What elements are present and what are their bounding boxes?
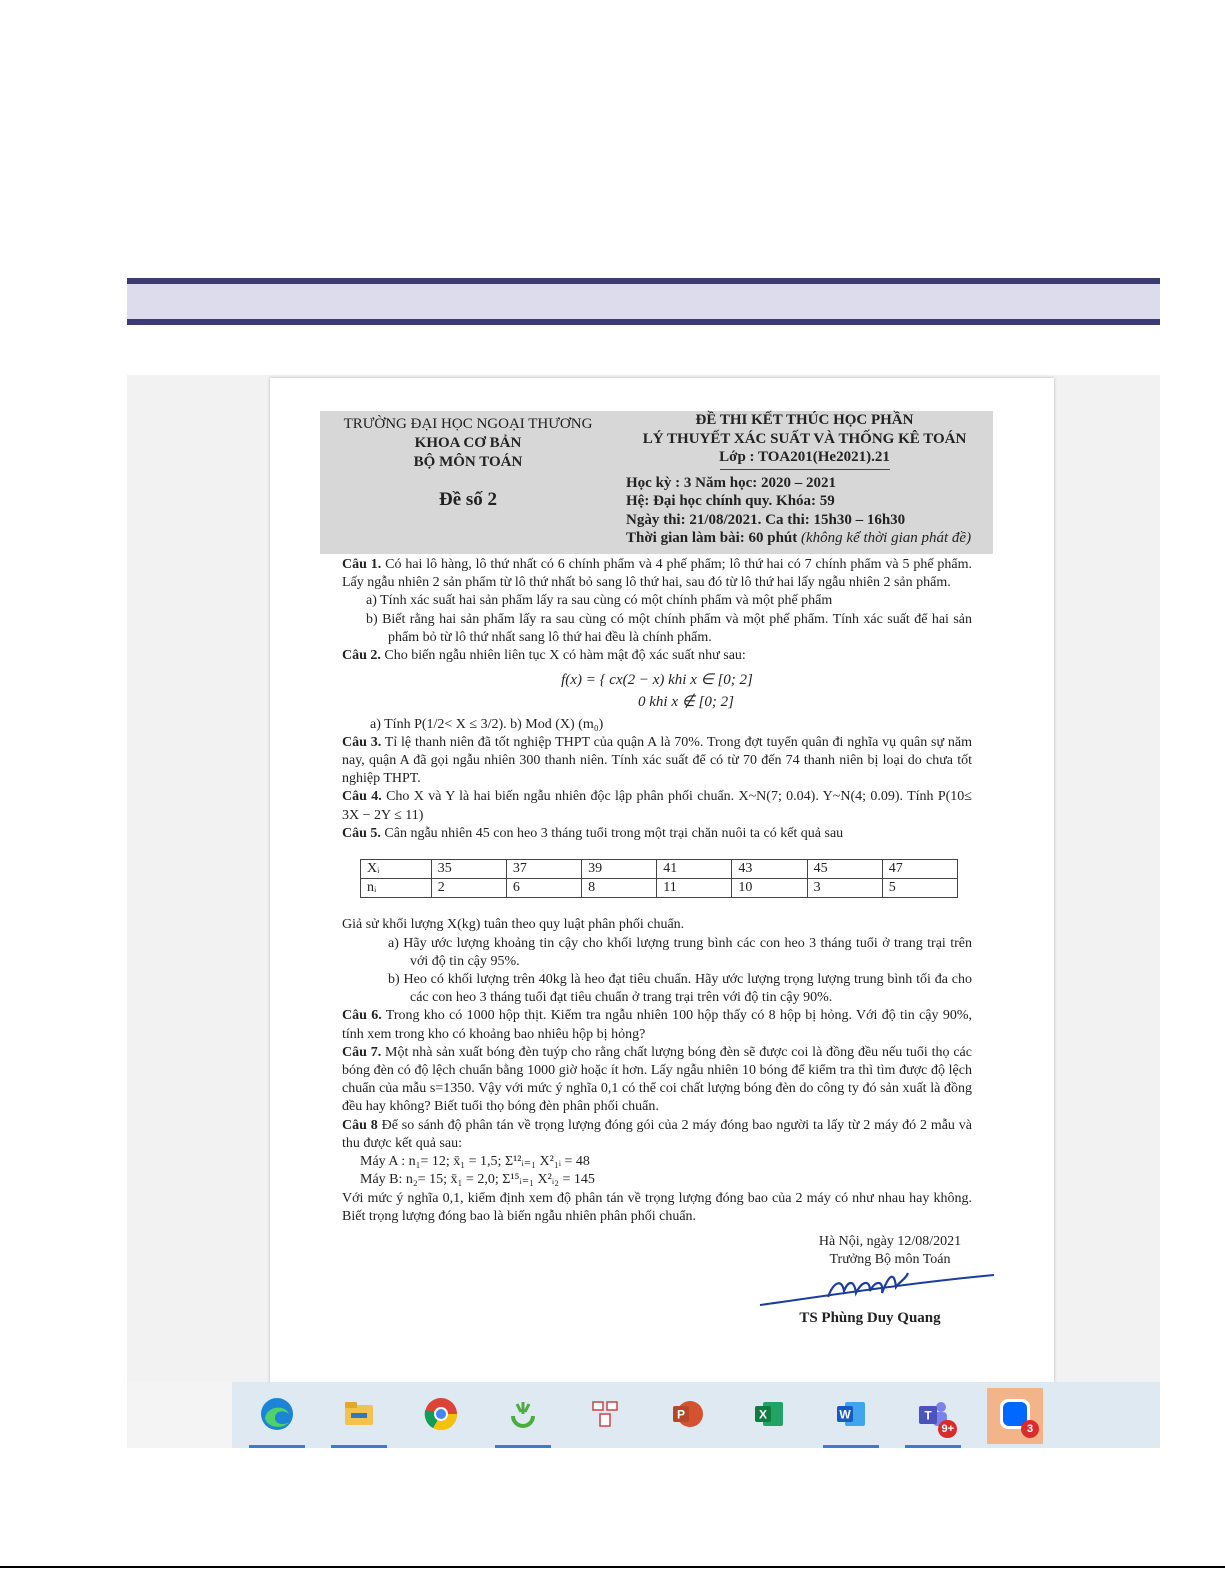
taskbar [127,1382,1160,1448]
header-rule [720,469,890,470]
question-1b: b) Biết rằng hai sản phẩm lấy ra sau cùng có một chính phẩm và một phế phẩm. Tính xác suất để hai sản phẩm bỏ từ lô thứ nhất sang lô thứ hai đều là chính phẩm. [366,611,972,645]
taskbar-calculator[interactable] [577,1388,633,1444]
table-cell: 45 [807,860,882,879]
question-3: Câu 3. Tỉ lệ thanh niên đã tốt nghiệp THPT của quận A là 70%. Trong đợt tuyển quân đi nghĩa vụ quân sự năm nay, quận A đã gọi ngẫu nhiên 300 thanh niên. Tính xác suất để có từ 70 đến 74 thanh niên bị loại do chưa tốt nghiệp THPT. [342,734,972,787]
chrome-icon [423,1396,459,1432]
table-cell: 5 [882,879,957,898]
active-indicator [495,1445,551,1448]
taskbar-powerpoint[interactable] [659,1388,715,1444]
table-cell: nᵢ [361,879,432,898]
taskbar-left-area [127,1382,232,1448]
table-cell: 35 [431,860,506,879]
machine-a-stats: Máy A : n₁= 12; x̄₁ = 1,5; Σ¹²ᵢ₌₁ X²₁ᵢ = 48 [360,1154,590,1170]
question-6: Câu 6. Trong kho có 1000 hộp thịt. Kiểm tra ngẫu nhiên 100 hộp thấy có 8 hộp bị hỏng. Với độ tin cậy 90%, tính xem trong kho có khoảng bao nhiêu hộp bị hỏng? [342,1008,972,1042]
window-title-band [127,278,1160,325]
handwritten-signature [758,1263,998,1313]
svg-text:W: W [839,1407,851,1422]
table-cell: 43 [732,860,807,879]
taskbar-word[interactable] [823,1388,879,1444]
question-5-assumption: Giả sử khối lượng X(kg) tuân theo quy luật phân phối chuẩn. [342,917,685,933]
question-5b: b) Heo có khối lượng trên 40kg là heo đạt tiêu chuẩn. Hãy ước lượng trọng lượng trung bình tối đa cho các con heo 3 tháng tuổi đạt tiêu chuẩn ở trang trại trên với độ tin cậy 90%. [388,972,972,1006]
taskbar-zalo[interactable] [987,1388,1043,1444]
density-formula-line1: f(x) = { cx(2 − x) khi x ∈ [0; 2] [561,672,753,689]
svg-text:T: T [924,1408,932,1423]
table-row [361,879,958,898]
active-indicator [823,1445,879,1448]
table-cell: 10 [732,879,807,898]
faculty-name: KHOA CƠ BẢN [414,435,522,451]
table-cell: 11 [657,879,732,898]
question-1a: a) Tính xác suất hai sản phẩm lấy ra sau cùng có một chính phẩm và một phế phẩm [366,593,833,609]
density-formula-line2: 0 khi x ∉ [0; 2] [638,694,734,711]
table-cell: 37 [506,860,581,879]
table-cell: 3 [807,879,882,898]
system-info: Hệ: Đại học chính quy. Khóa: 59 [626,493,835,509]
signature-role: Trưởng Bộ môn Toán [829,1252,951,1267]
word-icon [833,1396,869,1432]
table-cell: 41 [657,860,732,879]
powerpoint-icon [669,1396,705,1432]
active-indicator [331,1445,387,1448]
app-icon [505,1396,541,1432]
machine-b-stats: Máy B: n₂= 15; x̄₁ = 2,0; Σ¹⁵ᵢ₌₁ X²ᵢ₂ = 145 [360,1172,595,1188]
svg-text:X: X [758,1407,768,1422]
table-cell: 8 [582,879,657,898]
question-5a: a) Hãy ước lượng khoảng tin cậy cho khối lượng trung bình các con heo 3 tháng tuổi ở trang trại trên với độ tin cậy 95%. [388,935,972,969]
exam-code: Đề số 2 [438,489,498,510]
teams-notification-badge: 9+ [938,1420,957,1438]
semester-info: Học kỳ : 3 Năm học: 2020 – 2021 [626,474,836,491]
question-8: Câu 8 Để so sánh độ phân tán về trọng lượng đóng gói của 2 máy đóng bao người ta lấy từ 2 máy đó 2 mẫu và thu được kết quả sau: [342,1117,972,1151]
table-cell: 47 [882,860,957,879]
signature-place-date: Hà Nội, ngày 12/08/2021 [818,1234,962,1249]
question-2: Câu 2. Cho biến ngẫu nhiên liên tục X có hàm mật độ xác suất như sau: [342,648,746,664]
class-code: Lớp : TOA201(He2021).21 [719,449,890,465]
question-2-parts: a) Tính P(1/2< X ≤ 3/2). b) Mod (X) (m₀) [370,716,604,732]
svg-text:P: P [676,1407,686,1422]
table-cell: Xᵢ [361,860,432,879]
question-5: Câu 5. Cân ngẫu nhiên 45 con heo 3 tháng tuổi trong một trại chăn nuôi ta có kết quả sau [342,825,844,841]
taskbar-file-explorer[interactable] [331,1388,387,1444]
taskbar-edge[interactable] [249,1388,305,1444]
excel-icon [751,1396,787,1432]
question-1: Câu 1. Có hai lô hàng, lô thứ nhất có 6 chính phẩm và 4 phế phẩm; lô thứ hai có 7 chính phẩm và 5 phế phẩm. Lấy ngẫu nhiên 2 sản phẩm từ lô thứ nhất bỏ sang lô thứ hai, sau đó từ lô thứ hai lấy ngẫu nhiên 2 sản phẩm. [342,557,972,591]
edge-icon [259,1396,295,1432]
question-7: Câu 7. Một nhà sản xuất bóng đèn tuýp cho rằng chất lượng bóng đèn sẽ được coi là đồng đều nếu tuổi thọ các bóng đèn có độ lệch chuẩn bằng 1000 giờ hoặc ít hơn. Lấy ngẫu nhiên 10 bóng để kiểm tra thì tìm được độ lệch chuẩn của mẫu s=1350. Vậy với mức ý nghĩa 0,1 có thể coi chất lượng bóng đèn do công ty đó sản xuất là đồng đều hay không? Biết tuổi thọ bóng đèn phân phối chuẩn. [342,1044,972,1115]
active-indicator [905,1445,961,1448]
signer-name: TS Phùng Duy Quang [799,1310,941,1326]
question-8-conclusion: Với mức ý nghĩa 0,1, kiểm định xem độ phân tán về trọng lượng đóng bao của 2 máy có như nhau hay không. Biết trọng lượng đóng bao là biến ngẫu nhiên phân phối chuẩn. [342,1190,972,1224]
taskbar-green-app[interactable] [495,1388,551,1444]
exam-page [270,378,1054,1388]
page-bottom-rule [0,1566,1225,1568]
exam-date: Ngày thi: 21/08/2021. Ca thi: 15h30 – 16h30 [626,511,906,528]
table-row [361,860,958,879]
school-name: TRƯỜNG ĐẠI HỌC NGOẠI THƯƠNG [343,416,593,432]
file-explorer-icon [341,1396,377,1432]
taskbar-excel[interactable] [741,1388,797,1444]
exam-body [342,556,972,1226]
taskbar-chrome[interactable] [413,1388,469,1444]
question-4: Câu 4. Cho X và Y là hai biến ngẫu nhiên độc lập phân phối chuẩn. X~N(7; 0.04). Y~N(4; 0.09). Tính P(10≤ 3X − 2Y ≤ 11) [342,789,972,823]
course-title: LÝ THUYẾT XÁC SUẤT VÀ THỐNG KÊ TOÁN [642,430,967,447]
exam-duration: Thời gian làm bài: 60 phút (không kể thời gian phát đề) [626,530,972,546]
exam-title: ĐỀ THI KẾT THÚC HỌC PHẦN [695,412,914,428]
taskbar-teams[interactable] [905,1388,961,1444]
calculator-icon [587,1396,623,1432]
department-name: BỘ MÔN TOÁN [413,454,523,470]
table-cell: 2 [431,879,506,898]
zalo-notification-badge: 3 [1021,1420,1039,1438]
active-indicator [249,1445,305,1448]
weight-table [360,859,958,898]
table-cell: 39 [582,860,657,879]
header-right-box [616,411,993,554]
table-cell: 6 [506,879,581,898]
header-left-box [320,411,616,554]
